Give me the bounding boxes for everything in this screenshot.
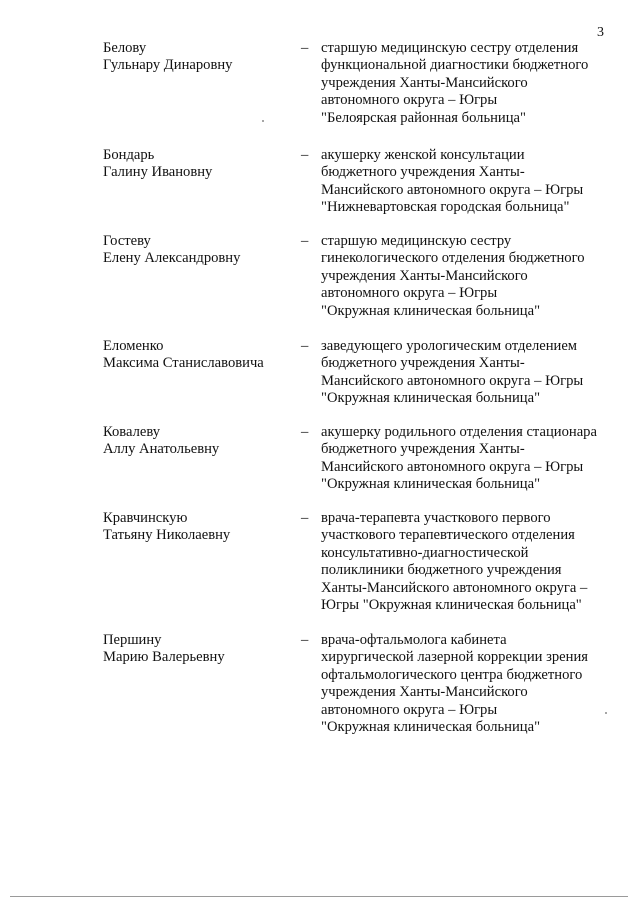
- position-line: бюджетного учреждения Ханты-: [321, 164, 525, 181]
- position-line: Мансийского автономного округа – Югры: [321, 458, 584, 475]
- given-names: Максима Станиславовича: [103, 355, 264, 372]
- position-line: "Окружная клиническая больница": [321, 719, 541, 736]
- position-line: "Окружная клиническая больница": [321, 390, 541, 407]
- position-line: поликлиники бюджетного учреждения: [321, 562, 562, 579]
- position-line: хирургической лазерной коррекции зрения: [321, 649, 588, 666]
- surname: Бондарь: [103, 147, 155, 163]
- position-line: Мансийского автономного округа – Югры: [321, 372, 584, 389]
- position-line: учреждения Ханты-Мансийского: [321, 267, 528, 284]
- position-description: [321, 40, 621, 127]
- dash-separator: –: [301, 424, 309, 440]
- dash-separator: –: [301, 40, 309, 56]
- dash-separator: –: [301, 338, 309, 354]
- position-description: [321, 147, 621, 217]
- position-line: старшую медицинскую сестру отделения: [321, 40, 579, 56]
- position-line: офтальмологического центра бюджетного: [321, 666, 583, 683]
- surname: Гостеву: [103, 233, 151, 249]
- position-line: "Нижневартовская городская больница": [321, 199, 570, 216]
- position-line: Мансийского автономного округа – Югры: [321, 181, 584, 198]
- position-line: акушерку родильного отделения стационара: [321, 424, 597, 440]
- given-names: Галину Ивановну: [103, 164, 213, 181]
- scan-speck: [262, 120, 264, 122]
- position-line: врача-офтальмолога кабинета: [321, 632, 507, 648]
- position-line: "Белоярская районная больница": [321, 109, 526, 126]
- scan-speck: [605, 712, 607, 714]
- dash-separator: –: [301, 510, 309, 526]
- position-line: заведующего урологическим отделением: [321, 338, 578, 354]
- given-names: Марию Валерьевну: [103, 649, 225, 666]
- position-line: бюджетного учреждения Ханты-: [321, 441, 525, 458]
- position-line: "Окружная клиническая больница": [321, 476, 541, 493]
- given-names: Елену Александровну: [103, 250, 241, 267]
- page-bottom-rule: [10, 896, 628, 897]
- surname: Ковалеву: [103, 424, 161, 440]
- position-line: учреждения Ханты-Мансийского: [321, 684, 528, 701]
- position-line: акушерку женской консультации: [321, 147, 525, 163]
- position-description: [321, 510, 621, 614]
- position-line: "Окружная клиническая больница": [321, 302, 541, 319]
- position-line: участкового терапевтического отделения: [321, 527, 575, 544]
- position-line: автономного округа – Югры: [321, 285, 498, 302]
- person-name: [103, 510, 293, 545]
- dash-separator: –: [301, 632, 309, 648]
- person-name: [103, 338, 293, 373]
- position-line: автономного округа – Югры: [321, 92, 498, 109]
- position-description: [321, 338, 621, 408]
- position-line: автономного округа – Югры: [321, 701, 498, 718]
- position-line: бюджетного учреждения Ханты-: [321, 355, 525, 372]
- page-number: 3: [597, 25, 604, 40]
- position-line: гинекологического отделения бюджетного: [321, 250, 585, 267]
- position-description: [321, 632, 621, 736]
- position-line: Ханты-Мансийского автономного округа –: [321, 579, 588, 596]
- position-line: консультативно-диагностической: [321, 544, 529, 561]
- surname: Белову: [103, 40, 147, 56]
- position-line: учреждения Ханты-Мансийского: [321, 74, 528, 91]
- person-name: [103, 632, 293, 667]
- person-name: [103, 424, 293, 459]
- position-description: [321, 233, 621, 320]
- position-description: [321, 424, 621, 494]
- surname: Кравчинскую: [103, 510, 188, 526]
- position-line: врача-терапевта участкового первого: [321, 510, 551, 526]
- position-line: функциональной диагностики бюджетного: [321, 57, 589, 74]
- dash-separator: –: [301, 147, 309, 163]
- given-names: Аллу Анатольевну: [103, 441, 220, 458]
- position-line: Югры "Окружная клиническая больница": [321, 597, 582, 614]
- dash-separator: –: [301, 233, 309, 249]
- given-names: Гульнару Динаровну: [103, 57, 233, 74]
- given-names: Татьяну Николаевну: [103, 527, 231, 544]
- person-name: [103, 147, 293, 182]
- surname: Еломенко: [103, 338, 164, 354]
- surname: Першину: [103, 632, 162, 648]
- person-name: [103, 40, 293, 75]
- position-line: старшую медицинскую сестру: [321, 233, 512, 249]
- person-name: [103, 233, 293, 268]
